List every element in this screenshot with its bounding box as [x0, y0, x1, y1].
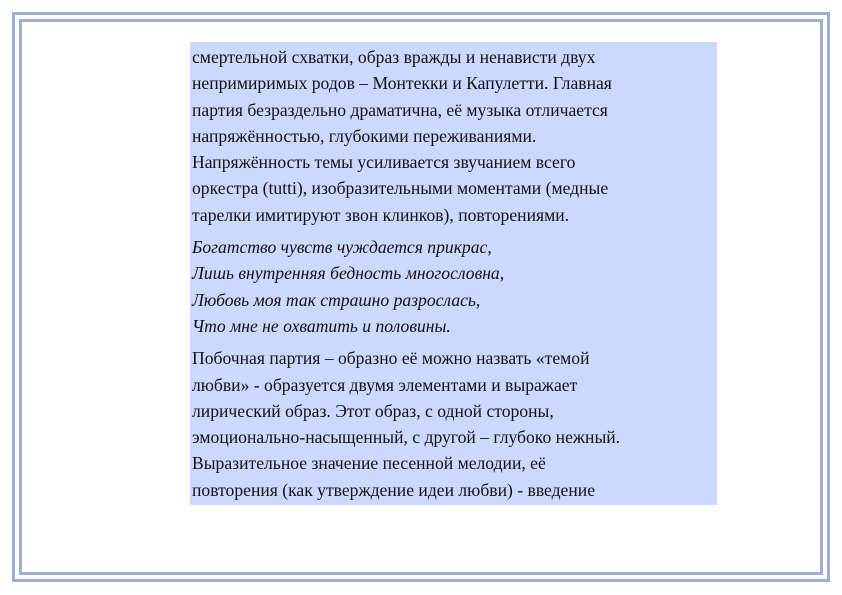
paragraph-secondary-theme: Побочная партия – образно её можно назвать «темой любви» - образуется двумя элементами и выражает лирический образ. Этот образ, с одной стороны, эмоционально-насыщенный, с другой – глубоко нежный. Выразительное значение песенной мелодии, её повторения (как утверждение идеи любви) - введение	[192, 348, 621, 500]
paragraph-main-theme: смертельной схватки, образ вражды и ненависти двух непримиримых родов – Монтекки и Капулетти. Главная партия безраздельно драматична, её музыка отличается напряжённостью, глубокими переживаниями. Напряжённость темы усиливается звучанием всего оркестра (tutti), изобразительными моментами (медные тарелки имитируют звон клинков), повторениями.	[192, 47, 612, 225]
poem-quote: Богатство чувств чуждается прикрас, Лишь внутренняя бедность многословна, Любовь моя так страшно разрослась, Что мне не охватить и половины.	[192, 237, 505, 336]
text-box	[190, 42, 717, 505]
